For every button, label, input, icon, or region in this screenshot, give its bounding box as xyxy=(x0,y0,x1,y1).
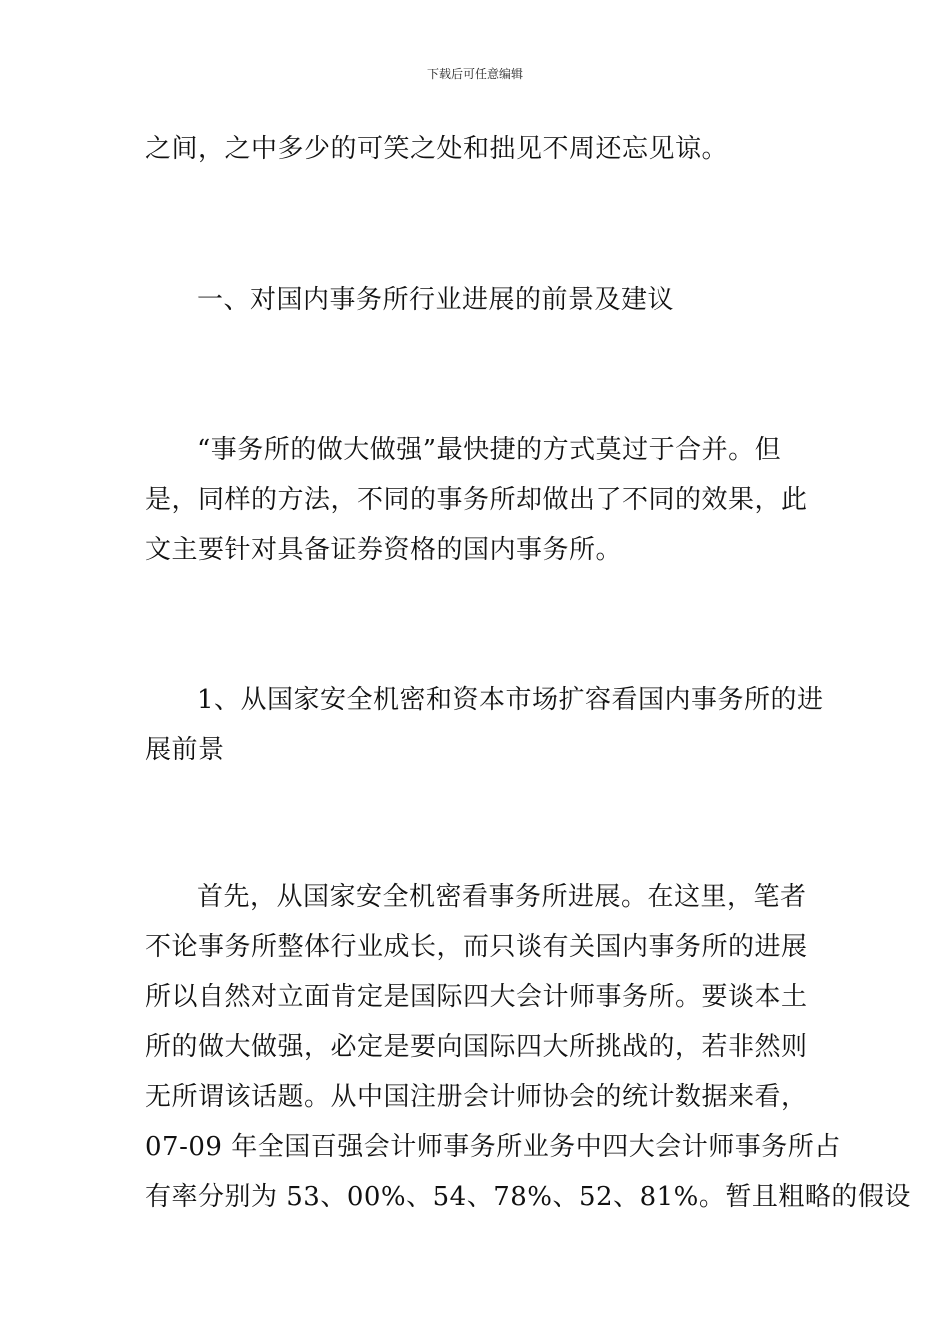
paragraph-line: 文主要针对具备证券资格的国内事务所。 xyxy=(145,535,623,565)
paragraph-line: 是，同样的方法，不同的事务所却做出了不同的效果，此 xyxy=(145,485,808,515)
paragraph-line: 07-09 年全国百强会计师事务所业务中四大会计师事务所占 xyxy=(145,1132,841,1162)
page-header-note: 下载后可任意编辑 xyxy=(426,67,523,81)
paragraph-line: 所以自然对立面肯定是国际四大会计师事务所。要谈本土 xyxy=(145,982,808,1012)
section-heading: 一、对国内事务所行业进展的前景及建议 xyxy=(197,285,675,315)
paragraph-line: 不论事务所整体行业成长，而只谈有关国内事务所的进展 xyxy=(145,932,808,962)
paragraph-line: 首先，从国家安全机密看事务所进展。在这里，笔者 xyxy=(197,882,807,912)
paragraph-line: “事务所的做大做强”最快捷的方式莫过于合并。但 xyxy=(197,435,782,465)
paragraph-line: 无所谓该话题。从中国注册会计师协会的统计数据来看， xyxy=(145,1082,808,1112)
subsection-heading-continuation: 展前景 xyxy=(145,735,225,765)
subsection-heading: 1、从国家安全机密和资本市场扩容看国内事务所的进 xyxy=(197,685,824,715)
paragraph-line: 所的做大做强，必定是要向国际四大所挑战的，若非然则 xyxy=(145,1032,808,1062)
paragraph-line: 有率分别为 53、00%、54、78%、52、81%。暂且粗略的假设 xyxy=(145,1182,911,1212)
paragraph-line: 之间，之中多少的可笑之处和拙见不周还忘见谅。 xyxy=(145,134,729,164)
